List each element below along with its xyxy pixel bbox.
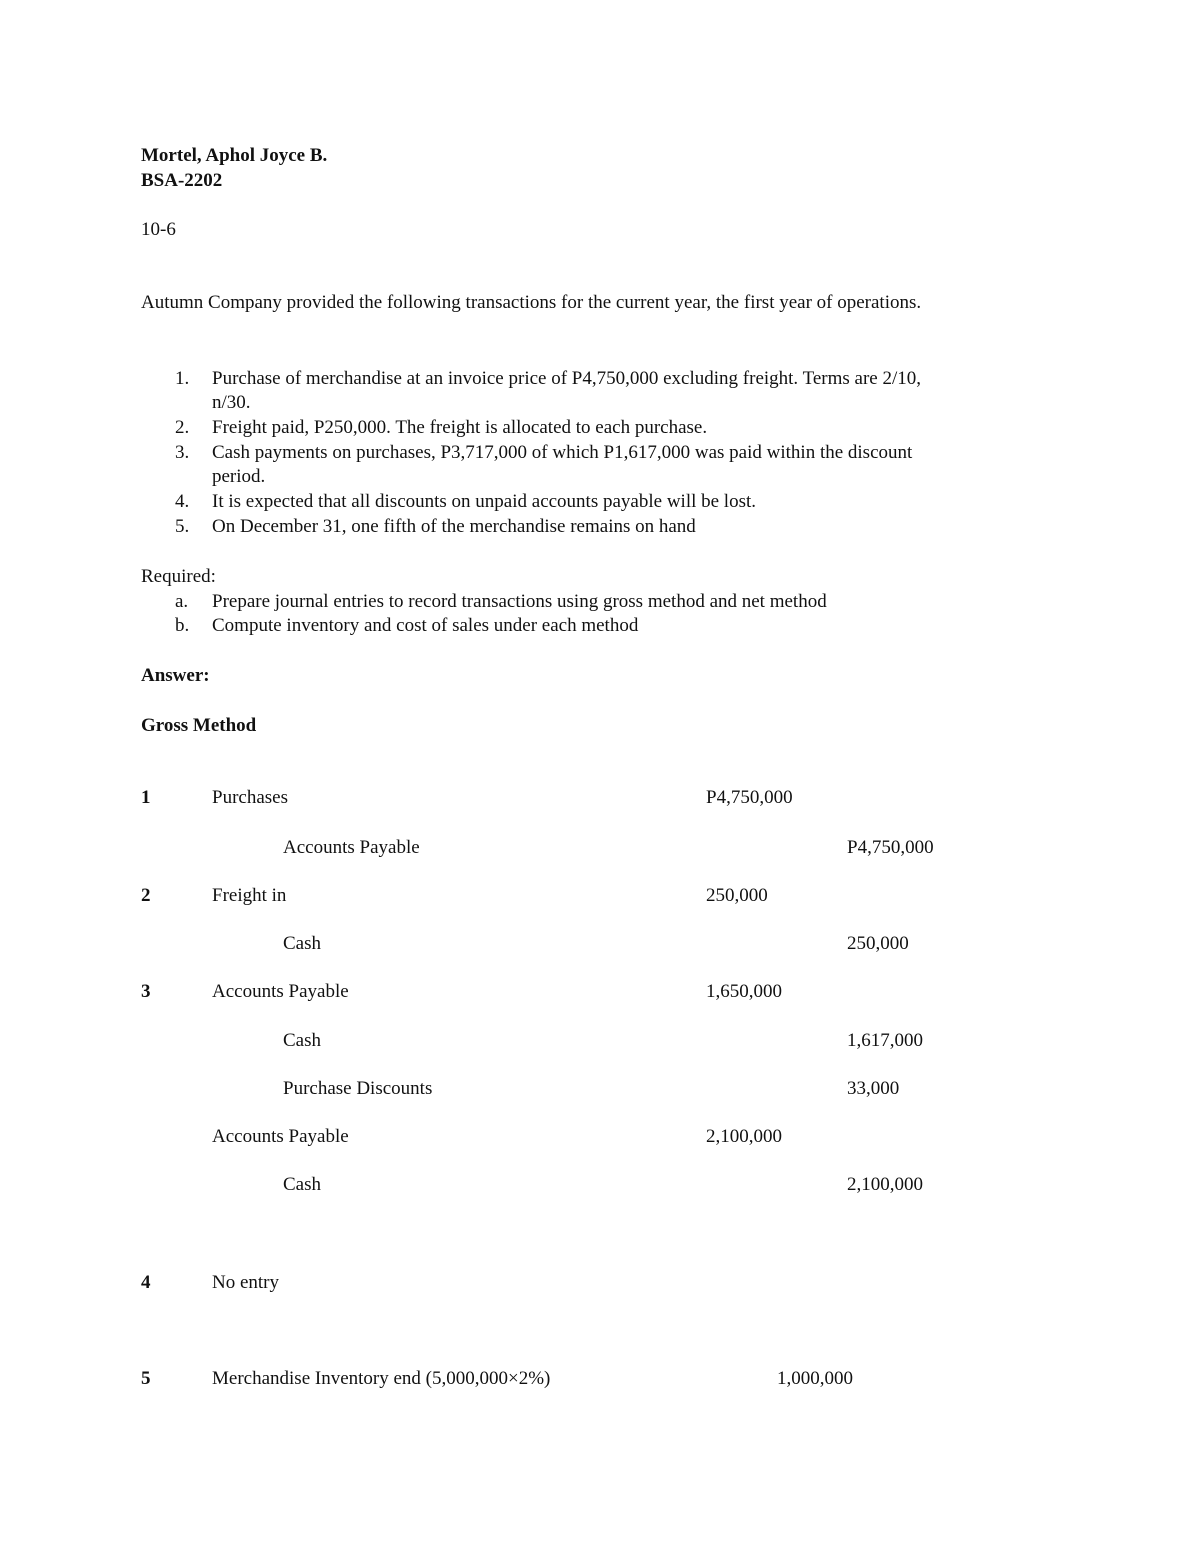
- credit-amount: P4,750,000: [847, 837, 934, 858]
- credit-account: Cash: [283, 1030, 321, 1051]
- required-letter: b.: [175, 615, 190, 636]
- list-item-number: 4.: [175, 491, 190, 512]
- entry-number: 5: [141, 1368, 151, 1389]
- entry-number: 1: [141, 787, 151, 808]
- credit-amount: 250,000: [847, 933, 909, 954]
- section-code: BSA-2202: [141, 170, 223, 191]
- list-item-text-cont: period.: [212, 466, 266, 487]
- student-name: Mortel, Aphol Joyce B.: [141, 145, 328, 166]
- list-item-number: 3.: [175, 442, 190, 463]
- debit-account: Merchandise Inventory end (5,000,000×2%): [212, 1368, 551, 1389]
- list-item-text: It is expected that all discounts on unpaid accounts payable will be lost.: [212, 491, 757, 512]
- required-letter: a.: [175, 591, 189, 612]
- entry-note: No entry: [212, 1272, 280, 1293]
- problem-intro: Autumn Company provided the following transactions for the current year, the first year of operations.: [141, 292, 922, 313]
- list-item-text: On December 31, one fifth of the merchandise remains on hand: [212, 516, 696, 537]
- list-item-number: 5.: [175, 516, 190, 537]
- entry-number: 4: [141, 1272, 151, 1293]
- list-item-text: Purchase of merchandise at an invoice price of P4,750,000 excluding freight. Terms are 2/10,: [212, 368, 922, 389]
- credit-amount: 33,000: [847, 1078, 900, 1099]
- required-label: Required:: [141, 566, 216, 587]
- entry-number: 2: [141, 885, 151, 906]
- entry-number: 3: [141, 981, 151, 1002]
- credit-account: Purchase Discounts: [283, 1078, 433, 1099]
- list-item-text-cont: n/30.: [212, 392, 251, 413]
- debit-account: Purchases: [212, 787, 288, 808]
- answer-heading: Answer:: [141, 665, 210, 686]
- credit-amount: 2,100,000: [847, 1174, 923, 1195]
- list-item-number: 2.: [175, 417, 190, 438]
- credit-amount: 1,617,000: [847, 1030, 923, 1051]
- gross-method-heading: Gross Method: [141, 715, 257, 736]
- credit-account: Accounts Payable: [283, 837, 420, 858]
- debit-amount: 250,000: [706, 885, 768, 906]
- debit-account: Accounts Payable: [212, 981, 349, 1002]
- list-item-text: Freight paid, P250,000. The freight is allocated to each purchase.: [212, 417, 708, 438]
- entry-amount: 1,000,000: [777, 1368, 853, 1389]
- problem-number: 10-6: [141, 219, 176, 240]
- required-item: Compute inventory and cost of sales under each method: [212, 615, 639, 636]
- list-item-text: Cash payments on purchases, P3,717,000 of which P1,617,000 was paid within the discount: [212, 442, 913, 463]
- required-item: Prepare journal entries to record transactions using gross method and net method: [212, 591, 827, 612]
- debit-amount: 2,100,000: [706, 1126, 782, 1147]
- debit-amount: 1,650,000: [706, 981, 782, 1002]
- debit-amount: P4,750,000: [706, 787, 793, 808]
- credit-account: Cash: [283, 1174, 321, 1195]
- debit-account: Accounts Payable: [212, 1126, 349, 1147]
- debit-account: Freight in: [212, 885, 287, 906]
- credit-account: Cash: [283, 933, 321, 954]
- list-item-number: 1.: [175, 368, 190, 389]
